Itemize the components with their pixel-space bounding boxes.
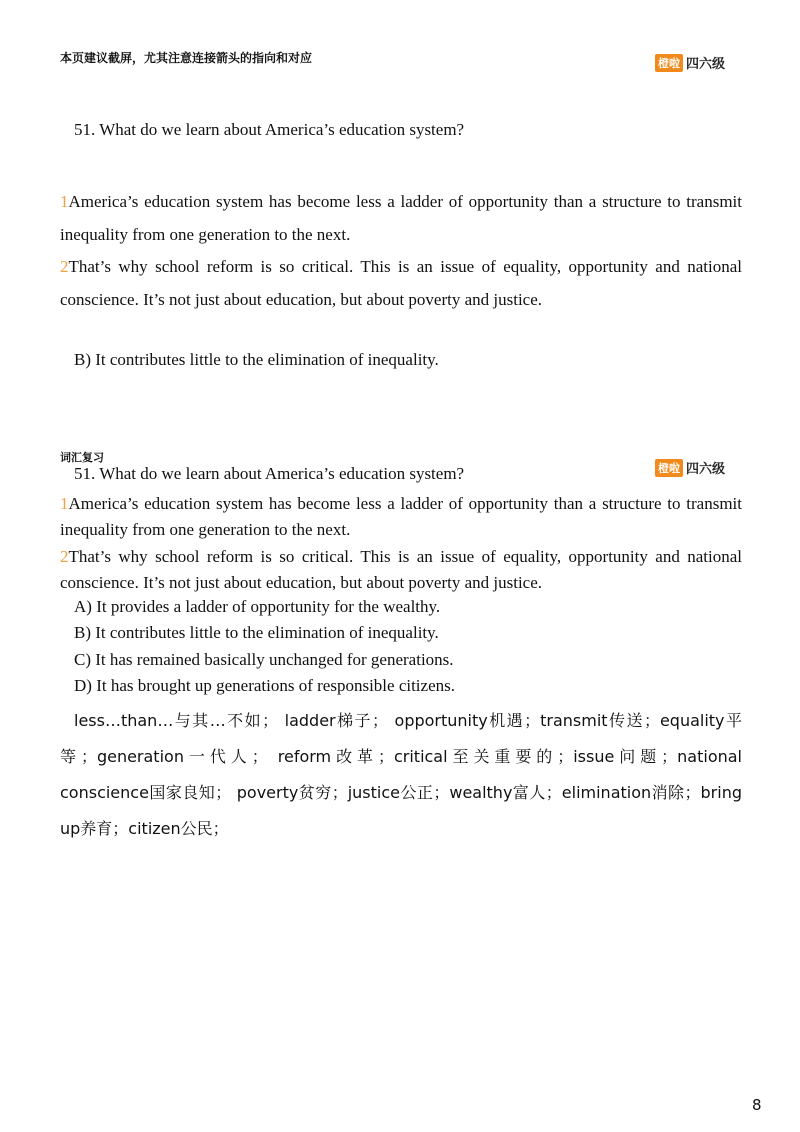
vocabulary-text: less…than…与其…不如； ladder梯子； opportunity机遇；transmit传送；equality平等；generation一代人； reform改革；critical至关重要的；issue问题；national conscience国家良知； poverty贫穷；justice公正；wealthy富人；elimination消除；bring up养育；citizen公民； [60,711,742,838]
paragraph-text: America’s education system has become less a ladder of opportunity than a structure to transmit inequality from one generation to the next. [60,192,742,244]
paragraph-number: 2 [60,257,69,276]
brand-text: 四六级 [686,462,726,477]
correct-answer: B) It contributes little to the elimination of inequality. [74,350,439,369]
brand-badge: 橙啦 [655,459,683,477]
brand-badge: 橙啦 [655,54,683,72]
brand-logo [655,458,725,477]
paragraph-text: America’s education system has become less a ladder of opportunity than a structure to transmit inequality from one generation to the next. [60,494,742,539]
question-title: 51. What do we learn about America’s education system? [74,464,465,483]
paragraph-number: 1 [60,494,69,513]
brand-logo [655,53,725,72]
option-c: C) It has remained basically unchanged for generations. [74,650,454,669]
paragraph-number: 2 [60,547,69,566]
paragraph-1 [60,491,742,543]
option-a: A) It provides a ladder of opportunity for the wealthy. [74,597,441,616]
paragraph-text: That’s why school reform is so critical. This is an issue of equality, opportunity and national conscience. It’s not just about education, but about poverty and justice. [60,547,742,592]
paragraph-number: 1 [60,192,69,211]
vocab-review-label: 词汇复习 [60,451,104,464]
page-number: 8 [752,1096,762,1114]
question-title: 51. What do we learn about America’s education system? [74,120,465,139]
brand-text: 四六级 [686,57,726,72]
option-d: D) It has brought up generations of responsible citizens. [74,676,455,695]
paragraph-2 [60,250,742,316]
paragraph-2 [60,544,742,596]
vocabulary-list [60,703,742,847]
paragraph-text: That’s why school reform is so critical. This is an issue of equality, opportunity and national conscience. It’s not just about education, but about poverty and justice. [60,257,742,309]
paragraph-1 [60,185,742,251]
screenshot-note: 本页建议截屏，尤其注意连接箭头的指向和对应 [60,51,313,65]
option-b: B) It contributes little to the elimination of inequality. [74,623,439,642]
